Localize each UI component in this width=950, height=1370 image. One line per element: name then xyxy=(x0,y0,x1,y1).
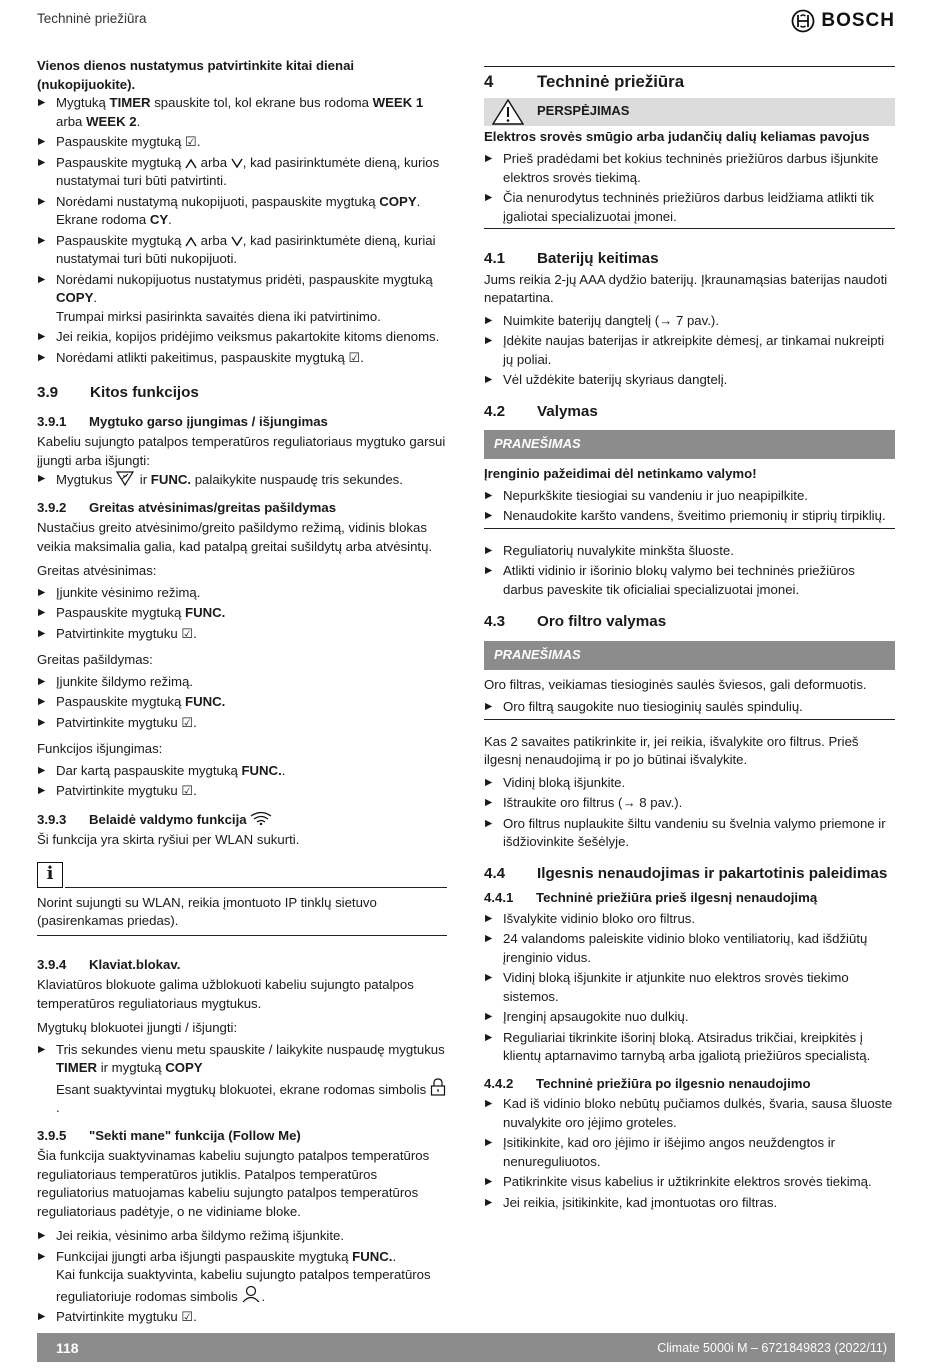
document-id: Climate 5000i M – 6721849823 (2022/11) xyxy=(657,1340,887,1355)
subsection-heading: 3.9.1 Mygtuko garso įjungimas / išjungimas xyxy=(37,413,328,429)
list-item: ▶ Atlikti vidinio ir išorinio blokų valymo bei techninės priežiūros darbus paveskite tik oficialiai specializuotai įmonei. xyxy=(484,562,895,599)
chevron-up-icon xyxy=(185,236,197,247)
list-item: ▶ Patvirtinkite mygtuku ☑. xyxy=(37,782,447,801)
person-icon xyxy=(241,1285,261,1303)
list-item: ▶ Įjunkite šildymo režimą. xyxy=(37,673,447,692)
list-item: ▶ Čia nenurodytus techninės priežiūros darbus leidžiama atlikti tik įgaliotai specializuotai įmonei. xyxy=(484,189,895,226)
list-label: Greitas atvėsinimas: xyxy=(37,563,157,578)
list-item: ▶ Norėdami atlikti pakeitimus, paspauskite mygtuką ☑. xyxy=(37,349,447,368)
list-item: ▶ Paspauskite mygtuką ☑. xyxy=(37,133,447,152)
list-item: ▶ Nuimkite baterijų dangtelį (→ 7 pav.). xyxy=(484,312,895,331)
bosch-armature-icon xyxy=(791,9,815,33)
paragraph: Jums reikia 2-jų AAA dydžio baterijų. Įkraunamąsias baterijas naudoti nepatartina. xyxy=(484,271,888,305)
mute-button-icon xyxy=(116,470,136,486)
lock-icon xyxy=(430,1078,446,1096)
info-icon: i xyxy=(37,862,63,888)
list-item: ▶ Norėdami nukopijuotus nustatymus pridėti, paspauskite mygtuką COPY. Trumpai mirksi pasirinkta savaitės diena iki patvirtinimo. xyxy=(37,271,447,327)
list-item: ▶ Jei reikia, įsitikinkite, kad įmontuotas oro filtras. xyxy=(484,1194,895,1213)
left-column xyxy=(37,57,447,1329)
bosch-logo xyxy=(791,9,895,33)
list-item: ▶ Nepurkškite tiesiogiai su vandeniu ir juo neapipilkite. xyxy=(484,487,895,506)
list-item: ▶ Prieš pradėdami bet kokius techninės priežiūros darbus išjunkite elektros srovės tiekimą. xyxy=(484,150,895,187)
list-item: ▶ Patvirtinkite mygtuku ☑. xyxy=(37,714,447,733)
list-item: ▶ Jei reikia, kopijos pridėjimo veiksmus pakartokite kitoms dienoms. xyxy=(37,328,447,347)
page-footer xyxy=(37,1333,895,1362)
info-note xyxy=(37,862,447,936)
section-heading: 4.4 Ilgesnis nenaudojimas ir pakartotinis paleidimas xyxy=(484,864,888,882)
list-item: ▶ Įdėkite naujas baterijas ir atkreipkite dėmesį, ar tinkamai nukreipti jų poliai. xyxy=(484,332,895,369)
list-item: ▶ Vidinį bloką išjunkite. xyxy=(484,774,895,793)
list-item: ▶ Paspauskite mygtuką arba , kad pasirinktumėte dieną, kuriai nustatymai turi būti nukopijuoti. xyxy=(37,232,447,269)
page-header xyxy=(37,9,895,33)
subsection-heading: 4.4.1 Techninė priežiūra prieš ilgesnį nenaudojimą xyxy=(484,890,818,905)
section-heading: 4.3 Oro filtro valymas xyxy=(484,613,667,630)
list-item: ▶ Oro filtrą saugokite nuo tiesioginių saulės spindulių. xyxy=(484,698,895,717)
list-item: ▶ Patvirtinkite mygtuku ☑. xyxy=(37,1308,447,1327)
paragraph: Klaviatūros blokuote galima užblokuoti kabeliu sujungto patalpos temperatūros reguliatoriaus mygtukus. xyxy=(37,977,414,1011)
list-label: Mygtukų blokuotei įjungti / išjungti: xyxy=(37,1020,238,1035)
list-item: ▶ Nenaudokite karšto vandens, šveitimo priemonių ir stiprių tirpiklių. xyxy=(484,507,895,526)
list-item: ▶ Reguliatorių nuvalykite minkšta šluoste. xyxy=(484,542,895,561)
list-item: ▶ Įsitikinkite, kad oro įėjimo ir išėjimo angos neuždengtos ir nenureguliuotos. xyxy=(484,1134,895,1171)
warning-banner xyxy=(484,98,895,126)
list-item: ▶ Mygtukus ir FUNC. palaikykite nuspaudę tris sekundes. xyxy=(37,470,447,490)
subsection-heading: 3.9.4 Klaviat.blokav. xyxy=(37,956,181,972)
subsection-heading: 4.4.2 Techninė priežiūra po ilgesnio nenaudojimo xyxy=(484,1075,811,1091)
chevron-down-icon xyxy=(231,236,243,247)
list-item: ▶ Ištraukite oro filtrus (→ 8 pav.). xyxy=(484,794,895,813)
paragraph: Šia funkcija suaktyvinamas kabeliu sujungto patalpos temperatūros reguliatoriaus temperatūros jutiklis. Patalpos temperatūros reguliatorius matuojamas kabeliu sujungto patalpos temperatūros reguliatoriaus padėtyje, o ne vidiniame bloke. xyxy=(37,1148,430,1219)
paragraph: Ši funkcija yra skirta ryšiui per WLAN sukurti. xyxy=(37,832,300,847)
warning-heading: Elektros srovės smūgio arba judančių dalių keliamas pavojus xyxy=(484,128,870,144)
list-item: ▶ Tris sekundes vienu metu spauskite / laikykite nuspaudę mygtukus TIMER ir mygtuką COPY Esant suaktyvintai mygtukų blokuotei, ekrane rodomas simbolis . xyxy=(37,1041,447,1118)
list-item: ▶ Funkcijai įjungti arba išjungti paspauskite mygtuką FUNC.. Kai funkcija suaktyvinta, kabeliu sujungto patalpos temperatūros reguliatoriuje rodomas simbolis . xyxy=(37,1248,447,1307)
chevron-up-icon xyxy=(185,158,197,169)
list-label: Greitas pašildymas: xyxy=(37,652,153,667)
list-item: ▶ Patvirtinkite mygtuku ☑. xyxy=(37,625,447,644)
list-item: ▶ Reguliariai tikrinkite išorinį bloką. Atsiradus trikčiai, kreipkitės į klientų aptarnavimo tarnybą arba įgaliotą priežiūros specialistą. xyxy=(484,1029,895,1066)
wifi-icon xyxy=(250,811,272,825)
copy-steps xyxy=(37,94,447,367)
warning-triangle-icon xyxy=(492,99,524,125)
list-item: ▶ Patikrinkite visus kabelius ir užtikrinkite elektros srovės tiekimą. xyxy=(484,1173,895,1192)
list-item: ▶ Paspauskite mygtuką FUNC. xyxy=(37,604,447,623)
chapter-4 xyxy=(484,66,895,229)
list-item: ▶ Įjunkite vėsinimo režimą. xyxy=(37,584,447,603)
section-heading: 4.1 Baterijų keitimas xyxy=(484,250,659,267)
warning-label: PERSPĖJIMAS xyxy=(537,103,630,119)
section-heading: 4.2 Valymas xyxy=(484,402,598,420)
notice-banner: PRANEŠIMAS xyxy=(484,641,895,670)
list-item: ▶ Oro filtrus nuplaukite šiltu vandeniu su švelnia valymo priemone ir išdžiovinkite šešėlyje. xyxy=(484,815,895,852)
chevron-down-icon xyxy=(231,158,243,169)
list-item: ▶ Kad iš vidinio bloko nebūtų pučiamos dulkės, švaria, sausa šluoste nuvalykite oro įėjimo groteles. xyxy=(484,1095,895,1132)
chapter-heading: 4 Techninė priežiūra xyxy=(484,72,685,91)
brand-name: BOSCH xyxy=(821,10,895,31)
subsection-heading: 3.9.2 Greitas atvėsinimas/greitas pašildymas xyxy=(37,499,337,515)
subsection-heading: 3.9.3 Belaidė valdymo funkcija xyxy=(37,811,447,830)
info-text: Norint sujungti su WLAN, reikia įmontuoto IP tinklų sietuvo (pasirenkamas priedas). xyxy=(37,894,377,928)
notice-text: Oro filtras, veikiamas tiesioginės saulės šviesos, gali deformuotis. xyxy=(484,676,867,692)
page-number: 118 xyxy=(56,1339,79,1356)
subsection-heading: 3.9.5 "Sekti mane" funkcija (Follow Me) xyxy=(37,1127,301,1143)
list-item: ▶ Vidinį bloką išjunkite ir atjunkite nuo elektros srovės tiekimo sistemos. xyxy=(484,969,895,1006)
copy-intro: Vienos dienos nustatymus patvirtinkite kitai dienai (nukopijuokite). xyxy=(37,58,355,92)
list-label: Funkcijos išjungimas: xyxy=(37,741,163,756)
notice-heading: Įrenginio pažeidimai dėl netinkamo valymo! xyxy=(484,466,757,481)
list-item: ▶ Vėl uždėkite baterijų skyriaus dangtelį. xyxy=(484,371,895,390)
list-item: ▶ Mygtuką TIMER spauskite tol, kol ekrane bus rodoma WEEK 1 arba WEEK 2. xyxy=(37,94,447,131)
running-title: Techninė priežiūra xyxy=(37,11,147,26)
paragraph: Nustačius greito atvėsinimo/greito pašildymo režimą, vidinis blokas veikia maksimalia galia, kad patalpą greitai sušildytų arba atvėsintų. xyxy=(37,520,433,554)
notice-banner: PRANEŠIMAS xyxy=(484,430,895,459)
list-item: ▶ Jei reikia, vėsinimo arba šildymo režimą išjunkite. xyxy=(37,1227,447,1246)
section-heading: 3.9 Kitos funkcijos xyxy=(37,384,199,401)
list-item: ▶ Įrenginį apsaugokite nuo dulkių. xyxy=(484,1008,895,1027)
list-item: ▶ 24 valandoms paleiskite vidinio bloko ventiliatorių, kad išdžiūtų įrenginio vidus. xyxy=(484,930,895,967)
paragraph: Kabeliu sujungto patalpos temperatūros reguliatoriaus mygtuko garsui įjungti arba išjungti: xyxy=(37,434,446,468)
list-item: ▶ Paspauskite mygtuką FUNC. xyxy=(37,693,447,712)
right-column xyxy=(484,57,895,1214)
list-item: ▶ Išvalykite vidinio bloko oro filtrus. xyxy=(484,910,895,929)
list-item: ▶ Dar kartą paspauskite mygtuką FUNC.. xyxy=(37,762,447,781)
paragraph: Kas 2 savaites patikrinkite ir, jei reikia, išvalykite oro filtrus. Prieš ilgesnį nenaudojimą ir po jo būtinai išvalykite. xyxy=(484,733,859,767)
list-item: ▶ Norėdami nustatymą nukopijuoti, paspauskite mygtuką COPY. Ekrane rodoma CY. xyxy=(37,193,447,230)
list-item: ▶ Paspauskite mygtuką arba , kad pasirinktumėte dieną, kurios nustatymai turi būti patvirtinti. xyxy=(37,154,447,191)
